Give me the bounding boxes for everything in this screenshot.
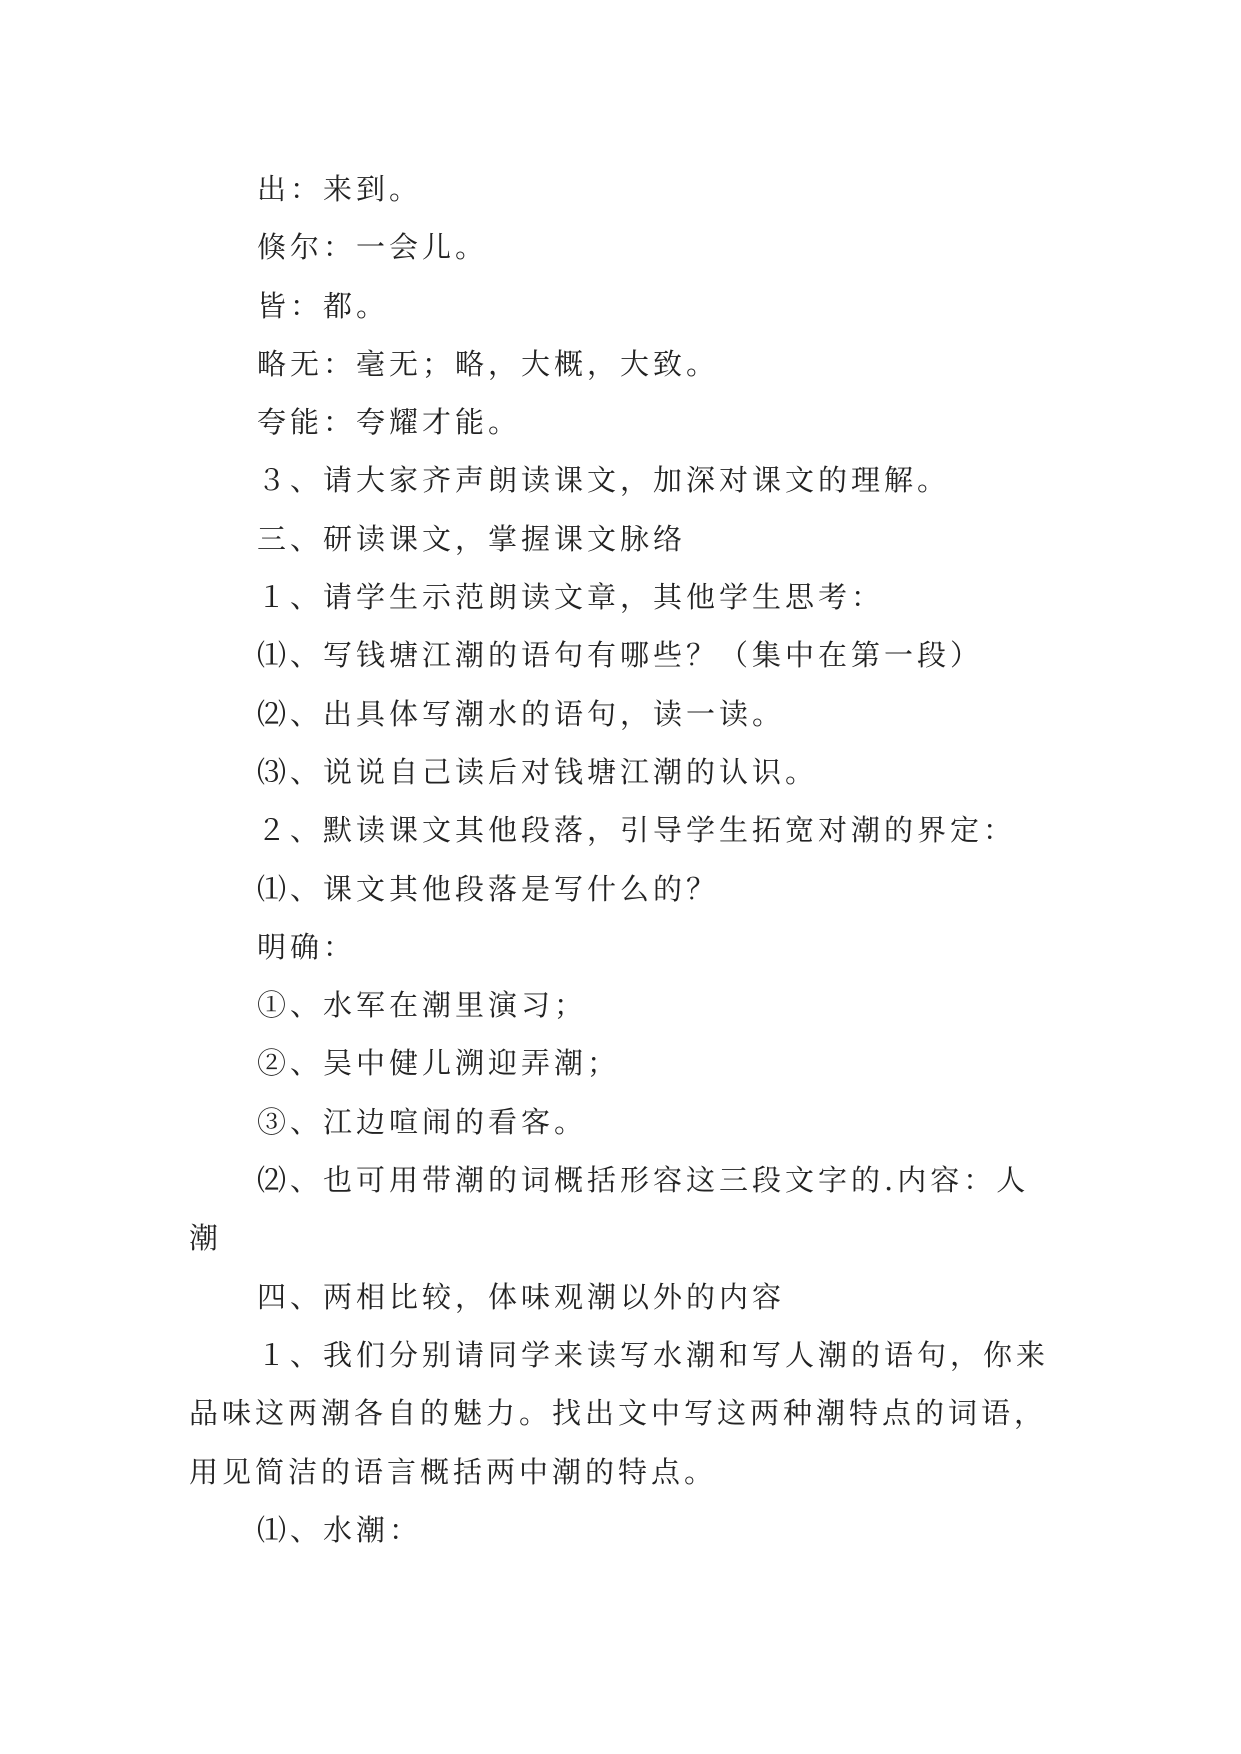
- text-line: ２、默读课文其他段落，引导学生拓宽对潮的界定：: [257, 813, 1017, 848]
- text-line: 用见简洁的语言概括两中潮的特点。: [189, 1454, 718, 1489]
- section-heading: 三、研读课文，掌握课文脉络: [257, 521, 687, 556]
- text-line: 明确：: [257, 929, 357, 964]
- text-line: ①、水军在潮里演习；: [257, 988, 588, 1023]
- text-line: 夸能：夸耀才能。: [257, 405, 522, 440]
- text-line: ⑴、写钱塘江潮的语句有哪些？（集中在第一段）: [257, 638, 984, 673]
- text-line: ⑵、也可用带潮的词概括形容这三段文字的.内容：人: [257, 1163, 1030, 1198]
- text-line: ⑴、水潮：: [257, 1512, 423, 1547]
- text-line: ⑶、说说自己读后对钱塘江潮的认识。: [257, 754, 819, 789]
- text-line: 出：来到。: [257, 172, 423, 206]
- text-line: 潮: [189, 1221, 223, 1256]
- text-line: １、请学生示范朗读文章，其他学生思考：: [257, 580, 885, 615]
- text-line: １、我们分别请同学来读写水潮和写人潮的语句，你来: [257, 1337, 1050, 1372]
- document-body: [189, 160, 1069, 1559]
- text-line: 皆：都。: [257, 288, 390, 323]
- text-line: 倏尔：一会儿。: [257, 230, 489, 265]
- text-line: ②、吴中健儿溯迎弄潮；: [257, 1046, 621, 1081]
- text-line: ⑵、出具体写潮水的语句，读一读。: [257, 696, 786, 731]
- text-line: ⑴、课文其他段落是写什么的？: [257, 871, 720, 906]
- text-line: 品味这两潮各自的魅力。找出文中写这两种潮特点的词语，: [189, 1396, 1048, 1431]
- text-line: ③、江边喧闹的看客。: [257, 1104, 588, 1139]
- text-line: ３、请大家齐声朗读课文，加深对课文的理解。: [257, 463, 951, 498]
- section-heading: 四、两相比较，体味观潮以外的内容: [257, 1279, 786, 1314]
- text-line: 略无：毫无；略，大概，大致。: [257, 346, 720, 381]
